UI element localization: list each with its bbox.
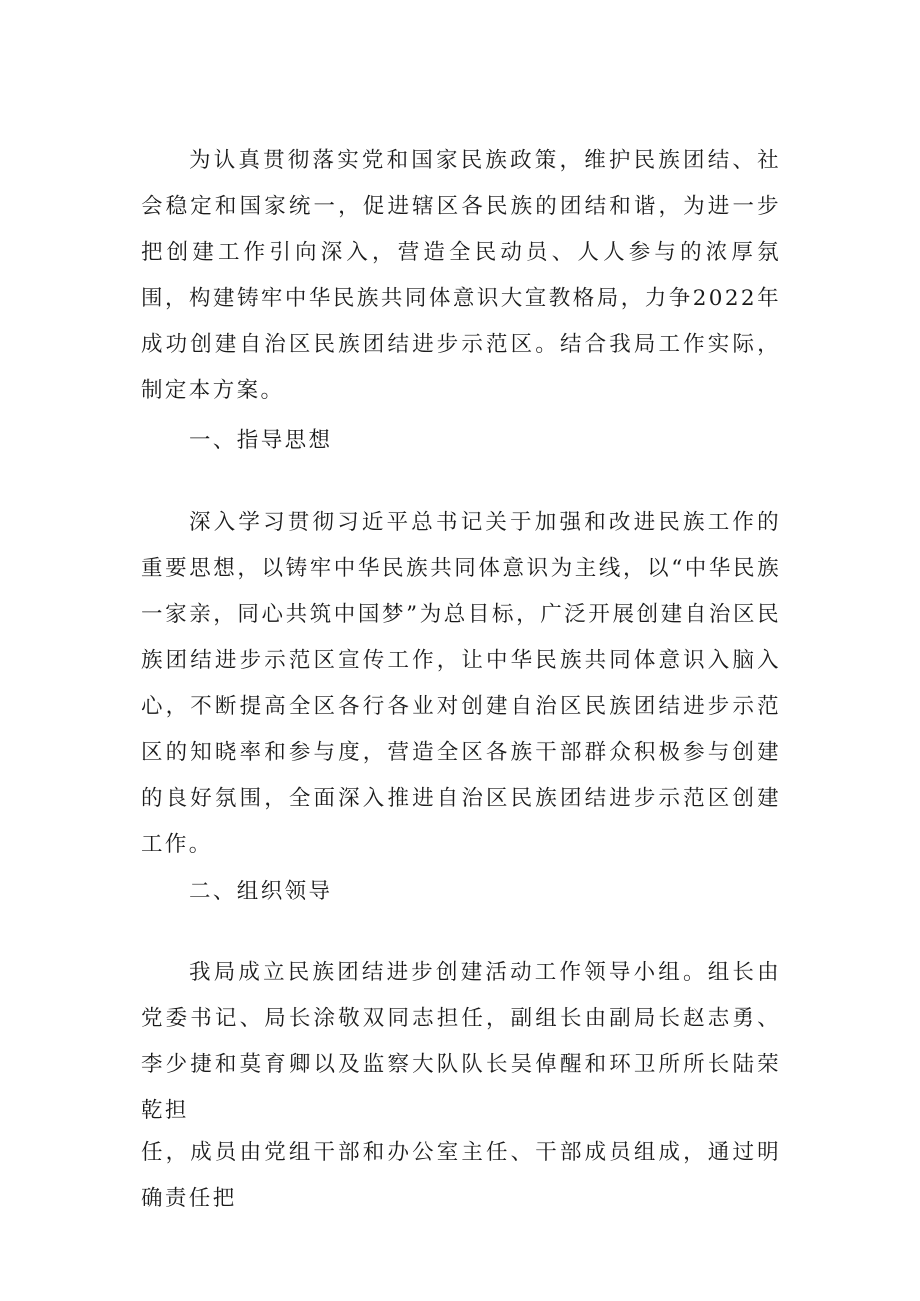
guiding-ideology-paragraph: 深入学习贯彻习近平总书记关于加强和改进民族工作的重要思想，以铸牢中华民族共同体意识为主线，以“中华民族一家亲，同心共筑中国梦”为总目标，广泛开展创建自治区民族团结进步示范区宣传工作，让中华民族共同体意识入脑入心，不断提高全区各行各业对创建自治区民族团结进步示范区的知晓率和参与度，营造全区各族干部群众积极参与创建的良好氛围，全面深入推进自治区民族团结进步示范区创建工作。 [141, 510, 781, 857]
intro-paragraph: 为认真贯彻落实党和国家民族政策，维护民族团结、社会稳定和国家统一，促进辖区各民族的团结和谐，为进一步把创建工作引向深入，营造全民动员、人人参与的浓厚氛围，构建铸牢中华民族共同体意识大宣教格局，力争2022年成功创建自治区民族团结进步示范区。结合我局工作实际，制定本方案。 [141, 148, 781, 403]
organization-paragraph-continued: 任，成员由党组干部和办公室主任、干部成员组成，通过明确责任把 [141, 1140, 781, 1211]
section-heading-guiding-ideology: 一、指导思想 [189, 428, 333, 453]
organization-paragraph: 我局成立民族团结进步创建活动工作领导小组。组长由党委书记、局长涂敬双同志担任，副组长由副局长赵志勇、李少捷和莫育卿以及监察大队队长吴倬醒和环卫所所长陆荣乾担 [141, 960, 781, 1123]
section-heading-organization: 二、组织领导 [189, 879, 333, 904]
